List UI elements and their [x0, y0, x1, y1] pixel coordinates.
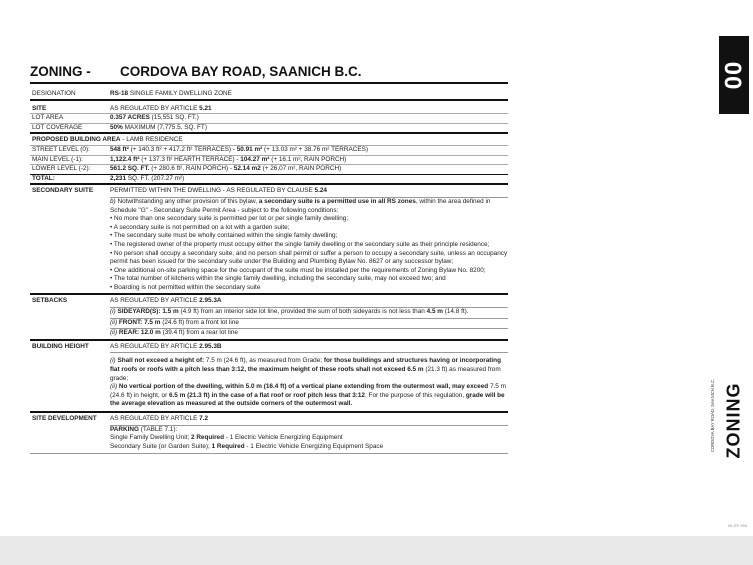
list-item: • One additional on-site parking space for the occupant of the suite must be installed per the requirements of Zoning Bylaw No. 8200; [110, 266, 486, 274]
height-clause-2: (ii) No vertical portion of the dwelling, within 5.0 m (16.4 ft) of a vertical plane extending from the outermost wall, may exceed 7.5 m (24.6 ft) in height, or 6.5 m (21.3 ft) in the case of a flat roof or roof pitch less that 3:12. For the purpose of this regulation, grade will be the average elevation as measured at the outside corners of the outermost wall. [110, 383, 506, 408]
bottom-band [0, 536, 753, 565]
setbacks-section: SETBACKS AS REGULATED BY ARTICLE 2.95.3A (i) SIDEYARD(S): 1.5 m (4.9 ft) from an interior side lot line, provided the sum of both sideyards is not less than 4.5 m (14.8 ft). (ii) FRONT: 7.5 m (24.6 ft) from a front lot line (ii) REAR: 12.0 m (39.4 ft) from a rear lot line [30, 295, 508, 337]
page-reference: MLS® 958 [728, 523, 747, 528]
list-item: • The secondary suite must be wholly contained within the single family dwelling; [110, 232, 338, 240]
secondary-suite-section: SECONDARY SUITE PERMITTED WITHIN THE DWELLING - AS REGULATED BY CLAUSE 5.24 b) Notwithstanding any other provision of this bylaw, a secondary suite is a permitted use in all RS zones, within the area defined in Schedule "G" - Secondary Suite Permit Area - subject to the following conditions: • No more than one secondary suite is permitted per lot or per single family dwelling; • A secondary suite is not permitted on a lot with a garden suite; • The secondary suite must be wholly contained within the single family dwelling; • The registered owner of the property must occupy either the single family dwelling or the secondary suite as their principle residence; • No person shall occupy a secondary suite, and no person shall permit or suffer a person to occupy a secondary suite, unless an occupancy permit has been issued for the secondary suite under the Building and Plumbing Bylaw No. 8627 or any successor bylaw; • One additional on-site parking space for the occupant of the suite must be installed per the requirements of Zoning Bylaw No. 8200; • The total number of kitchens within the single family dwelling, including the secondary suite, may not exceed two; and • Boarding is not permitted within the secondary suite [32, 187, 508, 291]
site-development-label: SITE DEVELOPMENT [32, 415, 97, 422]
zoning-document [30, 64, 508, 454]
designation-value: SINGLE FAMILY DWELLING ZONE [128, 90, 232, 97]
rear-line: (ii) REAR: 12.0 m (39.4 ft) from a rear lot line [110, 329, 238, 337]
lot-area-row: LOT AREA 0.357 ACRES (15,551 SQ. FT.) [30, 114, 508, 124]
strip-address: CORDOVA BAY ROAD, SAANICH B.C. [709, 378, 715, 452]
list-item: • No more than one secondary suite is permitted per lot or per single family dwelling; [110, 215, 349, 223]
title-right: CORDOVA BAY ROAD, SAANICH B.C. [120, 64, 362, 79]
building-height-section: BUILDING HEIGHT AS REGULATED BY ARTICLE 2.95.3B (i) Shall not exceed a height of: 7.5 m (24.6 ft), as measured from Grade; for those buildings and structures having or incorporating flat roofs or roofs with a pitch less than 3:12, the maximum height of these roofs shall not exceed 6.5 m (21.3 ft) as measured from grade; (ii) No vertical portion of the dwelling, within 5.0 m (16.4 ft) of a vertical plane extending from the outermost wall, may exceed 7.5 m (24.6 ft) in height, or 6.5 m (21.3 ft) in the case of a flat roof or roof pitch less that 3:12. For the purpose of this regulation, grade will be the average elevation as measured at the outside corners of the outermost wall. [30, 341, 508, 409]
secondary-suite-intro: b) Notwithstanding any other provision of this bylaw, a secondary suite is a permitted use in all RS zones, within the area defined in Schedule "G" - Secondary Suite Permit Area - subject to the following conditions: [110, 197, 491, 214]
list-item: • No person shall occupy a secondary suite, and no person shall permit or suffer a person to occupy a secondary suite, unless an occupancy permit has been issued for the secondary suite under the Building and Plumbing Bylaw No. 8627 or any successor bylaw; [110, 249, 508, 266]
title-left: ZONING - [30, 64, 91, 79]
building-area-head: PROPOSED BUILDING AREA - LAMB RESIDENCE [30, 136, 508, 146]
front-line: (ii) FRONT: 7.5 m (24.6 ft) from a front lot line [110, 319, 508, 330]
list-item: • The total number of kitchens within the single family dwelling, including the secondary suite, may not exceed two; and [110, 275, 446, 283]
secondary-suite-label: SECONDARY SUITE [32, 187, 94, 195]
list-item: • Boarding is not permitted within the secondary suite [110, 283, 261, 291]
designation-code: RS-18 [110, 90, 129, 97]
designation-label: DESIGNATION [32, 90, 76, 97]
building-height-label: BUILDING HEIGHT [32, 342, 89, 350]
main-level-row: MAIN LEVEL (-1): 1,122.4 ft² (+ 137.3 ft² HEARTH TERRACE) - 104.27 m² (+ 16.1 m², RAIN PORCH) [30, 156, 508, 166]
sheet-number: 00 [719, 60, 747, 90]
site-label: SITE [32, 104, 47, 112]
height-clause-1: (i) Shall not exceed a height of: 7.5 m (24.6 ft), as measured from Grade; for those buildings and structures having or incorporating flat roofs or roofs with a pitch less than 3:12, the maximum height of these roofs shall not exceed 6.5 m (21.3 ft) as measured from grade; [110, 357, 501, 382]
lot-coverage-row: LOT COVERAGE 50% MAXIMUM (7,775.5. SQ. FT) [30, 124, 508, 135]
list-item: • A secondary suite is not permitted on a lot with a garden suite; [110, 223, 290, 231]
sideyard-line: (i) SIDEYARD(S): 1.5 m (4.9 ft) from an interior side lot line, provided the sum of both sideyards is not less than 4.5 m (14.8 ft). [110, 308, 508, 319]
site-development-section: SITE DEVELOPMENT AS REGULATED BY ARTICLE 7.2 PARKING (TABLE 7.1): Single Family Dwelling Unit; 2 Required - 1 Electric Vehicle Energizing Equipment Secondary Suite (or Garden Suite); 1 Required - 1 Electric Vehicle Energizing Equipment Space [30, 413, 508, 451]
setbacks-label: SETBACKS [32, 297, 68, 305]
lower-level-row: LOWER LEVEL (-2): 561.2 SQ. FT. (+ 280.6 ft², RAIN PORCH) - 52.14 m2 (+ 26.07 m², RAIN PORCH) [30, 165, 508, 175]
page-title [30, 64, 508, 84]
parking-heading: PARKING (TABLE 7.1): [110, 425, 178, 433]
total-row: TOTAL: 2,231 SQ. FT. (207.27 m²) [30, 175, 508, 186]
site-row: SITE AS REGULATED BY ARTICLE 5.21 [30, 105, 508, 115]
strip-title: ZONING [723, 382, 744, 458]
title-strip [709, 30, 753, 522]
list-item: • The registered owner of the property must occupy either the single family dwelling or the secondary suite as their principle residence; [110, 240, 490, 248]
street-level-row: STREET LEVEL (0): 548 ft² (+ 140.3 ft² + 417.2 ft² TERRACES) - 50.91 m² (+ 13.03 m² + 38.76 m² TERRACES) [30, 146, 508, 156]
designation-row [30, 90, 508, 101]
parking-line-1: Single Family Dwelling Unit; 2 Required - 1 Electric Vehicle Energizing Equipment [110, 434, 343, 442]
parking-line-2: Secondary Suite (or Garden Suite); 1 Required - 1 Electric Vehicle Energizing Equipment Space [110, 442, 384, 450]
